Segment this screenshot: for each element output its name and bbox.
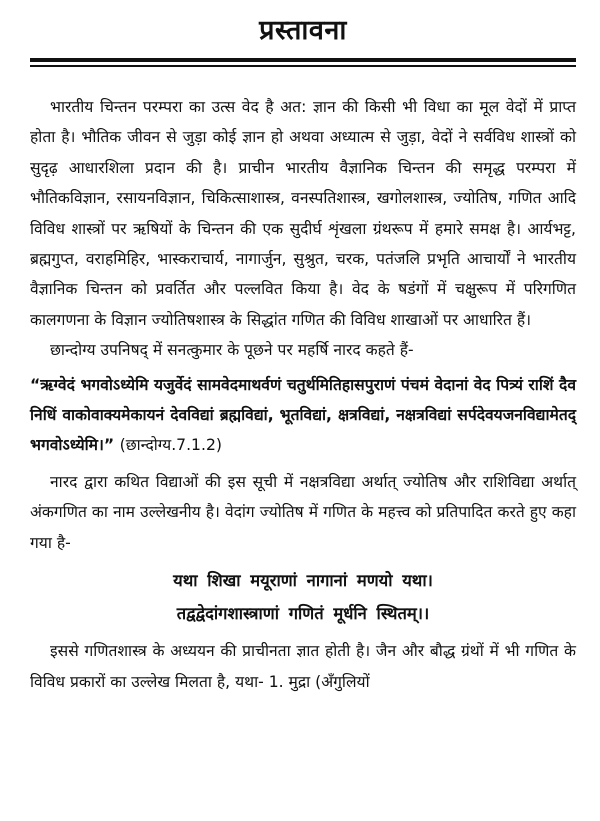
paragraph-antiquity: इससे गणितशास्त्र के अध्ययन की प्राचीनता ज्ञात होती है। जैन और बौद्ध ग्रंथों में भी गणित के विविध प्रकारों का उल्लेख मिलता है, यथा- 1. मुद्रा (अँगुलियों	[30, 642, 576, 691]
paragraph-chandogya-lead: छान्दोग्य उपनिषद् में सनत्कुमार के पूछने पर महर्षि नारद कहते हैं-	[50, 341, 414, 360]
paragraph-intro: भारतीय चिन्तन परम्परा का उत्स वेद है अत: ज्ञान की किसी भी विधा का मूल वेदों में प्राप्त होता है। भौतिक जीवन से जुड़ा कोई ज्ञान हो अथवा अध्यात्म से जुड़ा, वेदों ने सर्वविध शास्त्रों को सुदृढ़ आधारशिला प्रदान की है। प्राचीन भारतीय वैज्ञानिक चिन्तन की समृद्ध परम्परा में भौतिकविज्ञान, रसायनविज्ञान, चिकित्साशास्त्र, वनस्पतिशास्त्र, खगोलशास्त्र, ज्योतिष, गणित आदि विविध शास्त्रों पर ऋषियों के चिन्तन की एक सुदीर्घ शृंखला ग्रंथरूप में हमारे समक्ष है। आर्यभट्ट, ब्रह्मगुप्त, वराहमिहिर, भास्कराचार्य, नागार्जुन, सुश्रुत, चरक, पतंजलि प्रभृति आचार्यों ने भारतीय वैज्ञानिक चिन्तन को प्रवर्तित और पल्लवित किया है। वेद के षडंगों में चक्षुरूप में परिगणित कालगणना के विज्ञान ज्योतिषशास्त्र के सिद्धांत गणित की विविध शाखाओं पर आधारित हैं।	[30, 98, 576, 329]
chandogya-quote	[30, 370, 576, 461]
chandogya-quote-reference: (छान्दोग्य.7.1.2)	[119, 436, 222, 455]
chandogya-quote-text: “ऋग्वेदं भगवोऽध्येमि यजुर्वेदं सामवेदमाथर्वणं चतुर्थमितिहासपुराणं पंचमं वेदानां वेद पित्र्यं राशिं दैव निधिं वाकोवाक्यमेकायनं देवविद्यां ब्रह्मविद्यां, भूतविद्यां, क्षत्रविद्यां, नक्षत्रविद्यां सर्पदेवयजनविद्यामेतद् भगवोऽध्येमि।”	[30, 375, 576, 455]
shloka-line-1: यथा शिखा मयूराणां नागानां मणयो यथा।	[173, 571, 433, 591]
title-double-rule	[30, 58, 576, 68]
page-body	[30, 92, 576, 697]
vedanga-shloka	[30, 564, 576, 630]
paragraph-narad-list: नारद द्वारा कथित विद्याओं की इस सूची में नक्षत्रविद्या अर्थात् ज्योतिष और राशिविद्या अर्थात् अंकगणित का नाम उल्लेखनीय है। वेदांग ज्योतिष में गणित के महत्त्व को प्रतिपादित करते हुए कहा गया है-	[30, 472, 576, 552]
page-title: प्रस्तावना	[259, 15, 347, 46]
shloka-line-2: तद्वद्वेदांगशास्त्राणां गणितं मूर्धनि स्थितम्।।	[176, 604, 430, 624]
title-rule-thick	[30, 58, 576, 62]
title-rule-thin	[30, 65, 576, 67]
